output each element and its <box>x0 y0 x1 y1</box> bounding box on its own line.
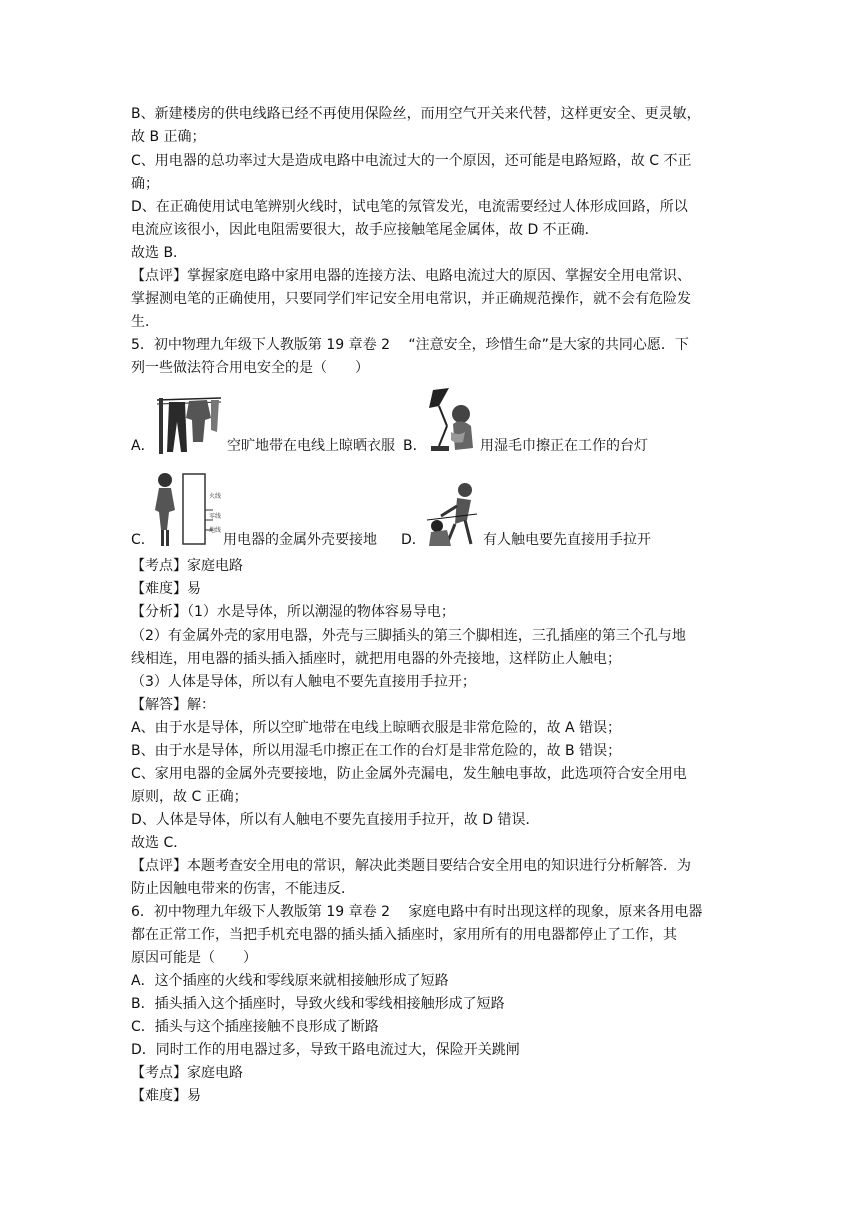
text-line: 【考点】家庭电路 <box>131 1065 243 1081</box>
text-line: B、由于水是导体，所以用湿毛巾擦正在工作的台灯是非常危险的，故 B 错误； <box>131 743 622 759</box>
question-5-stem: 5．初中物理九年级下人教版第 19 章卷 2 “注意安全，珍惜生命”是大家的共同心愿．下 <box>131 337 689 353</box>
text-line: A、由于水是导体，所以空旷地带在电线上晾晒衣服是非常危险的，故 A 错误； <box>131 720 622 736</box>
option-a-letter: A． <box>131 438 155 454</box>
option-b-letter: B． <box>403 438 427 454</box>
text-line: 原则，故 C 正确； <box>131 789 248 805</box>
question-6-option-c: C．插头与这个插座接触不良形成了断路 <box>131 1019 379 1035</box>
text-line: C、家用电器的金属外壳要接地，防止金属外壳漏电，发生触电事故，此选项符合安全用电 <box>131 766 687 782</box>
text-line: 防止因触电带来的伤害，不能违反． <box>131 881 355 897</box>
option-a-text: 空旷地带在电线上晾晒衣服 <box>227 438 395 454</box>
text-line: 【点评】本题考查安全用电的常识，解决此类题目要结合安全用电的知识进行分析解答．为 <box>131 858 691 874</box>
question-6-stem: 6．初中物理九年级下人教版第 19 章卷 2 家庭电路中有时出现这样的现象，原来各用电器 <box>131 904 703 920</box>
text-line: 【解答】解： <box>131 697 215 713</box>
question-5-stem: 列一些做法符合用电安全的是（ ） <box>131 360 369 376</box>
text-line: 故选 C． <box>131 835 188 851</box>
option-b-text: 用湿毛巾擦正在工作的台灯 <box>480 438 648 454</box>
question-6-option-b: B．插头插入这个插座时，导致火线和零线相接触形成了短路 <box>131 996 505 1012</box>
text-line: 【分析】（1）水是导体，所以潮湿的物体容易导电； <box>131 604 455 620</box>
option-d-letter: D． <box>401 532 426 548</box>
text-line: D、人体是导体，所以有人触电不要先直接用手拉开，故 D 错误． <box>131 812 540 828</box>
grounded-appliance-illustration <box>153 470 223 550</box>
text-line: 生． <box>131 314 159 330</box>
laundry-on-wire-illustration <box>155 392 223 456</box>
question-6-option-d: D．同时工作的用电器过多，导致干路电流过大，保险开关跳闸 <box>131 1042 520 1058</box>
text-line: 电流应该很小，因此电阻需要很大，故手应接触笔尾金属体，故 D 不正确． <box>131 222 599 238</box>
electric-shock-rescue-illustration <box>427 480 477 550</box>
neutral-wire-label: 零线 <box>209 513 222 520</box>
option-c-text: 用电器的金属外壳要接地 <box>223 532 377 548</box>
text-line: 线相连，用电器的插头插入插座时，就把用电器的外壳接地，这样防止人触电； <box>131 651 621 667</box>
text-line: （3）人体是导体，所以有人触电不要先直接用手拉开； <box>131 674 476 690</box>
text-line: D、在正确使用试电笔辨别火线时，试电笔的氖管发光，电流需要经过人体形成回路，所以 <box>131 199 688 215</box>
text-line: 【考点】家庭电路 <box>131 558 243 574</box>
text-line: 【难度】易 <box>131 1088 201 1104</box>
question-6-stem: 都在正常工作，当把手机充电器的插头插入插座时，家用所有的用电器都停止了工作，其 <box>131 927 677 943</box>
figure-row-ab <box>131 386 751 456</box>
question-6-option-a: A．这个插座的火线和零线原来就相接触形成了短路 <box>131 973 449 989</box>
ground-wire-label: 地线 <box>209 527 222 534</box>
text-line: 故 B 正确； <box>131 129 206 145</box>
text-line: 故选 B． <box>131 245 188 261</box>
option-d-text: 有人触电要先直接用手拉开 <box>483 532 651 548</box>
text-line: 【难度】易 <box>131 581 201 597</box>
question-6-stem: 原因可能是（ ） <box>131 950 257 966</box>
option-c-letter: C． <box>131 532 155 548</box>
text-line: B、新建楼房的供电线路已经不再使用保险丝，而用空气开关来代替，这样更安全、更灵敏， <box>131 106 701 122</box>
figure-row-cd <box>131 480 751 550</box>
text-line: 确； <box>131 176 159 192</box>
fire-wire-label: 火线 <box>209 493 222 500</box>
wet-towel-lamp-illustration <box>425 386 477 456</box>
text-line: C、用电器的总功率过大是造成电路中电流过大的一个原因，还可能是电路短路，故 C 不正 <box>131 153 692 169</box>
text-line: 【点评】掌握家庭电路中家用电器的连接方法、电路电流过大的原因、掌握安全用电常识、 <box>131 268 691 284</box>
text-line: （2）有金属外壳的家用电器，外壳与三脚插头的第三个脚相连，三孔插座的第三个孔与地 <box>131 628 686 644</box>
text-line: 掌握测电笔的正确使用，只要同学们牢记安全用电常识，并正确规范操作，就不会有危险发 <box>131 291 691 307</box>
